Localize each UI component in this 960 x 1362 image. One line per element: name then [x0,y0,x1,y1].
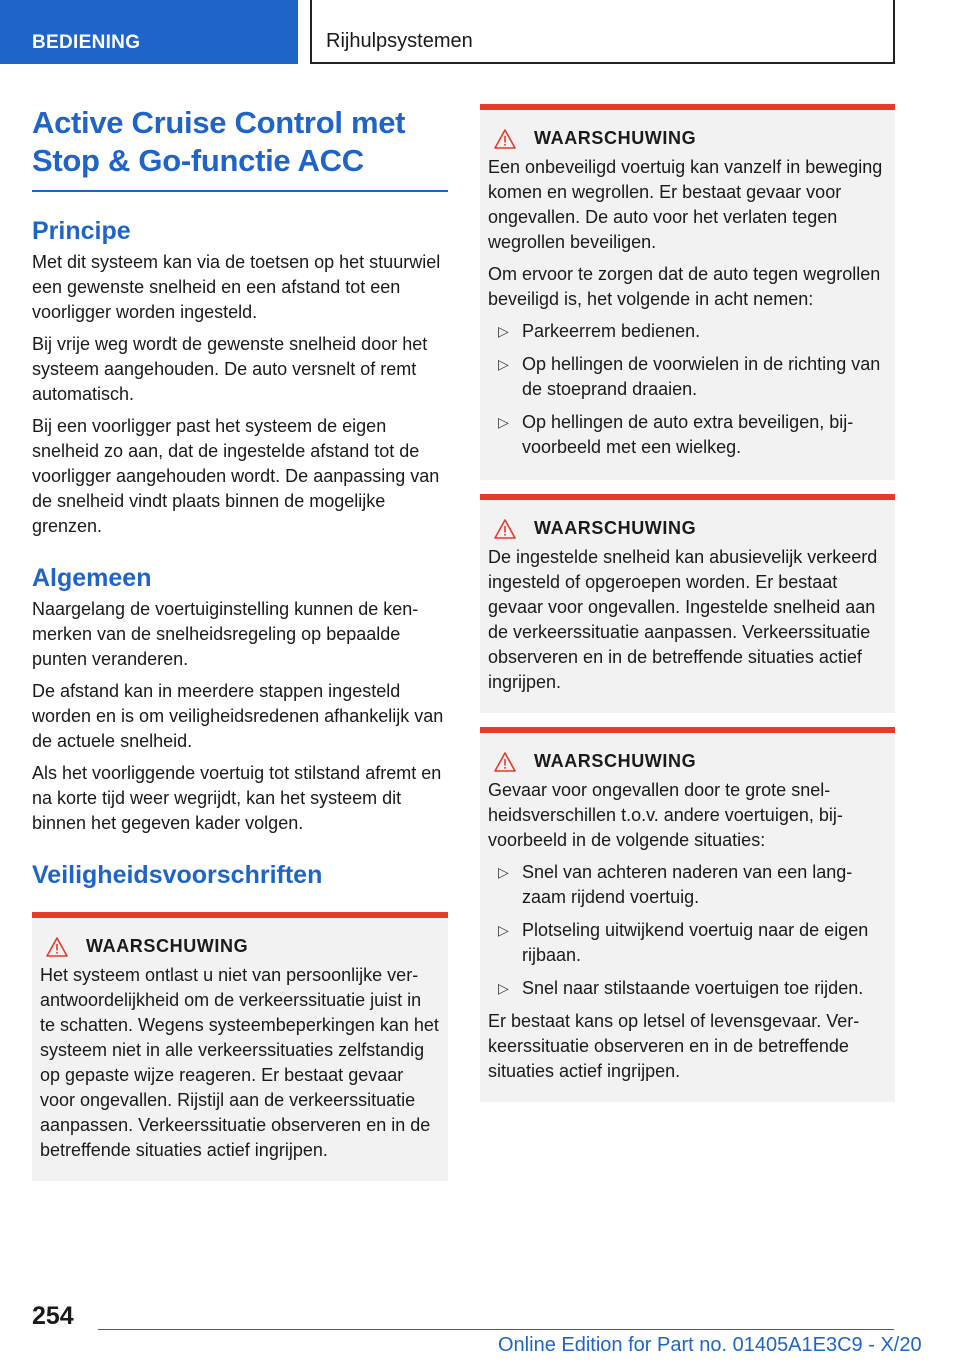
warning-text: Gevaar voor ongevallen door te grote snelheidsverschillen t.o.v. andere voertuigen, bijvoorbeeld in de volgende situaties: [488,780,843,850]
list-item-text: Plotseling uitwijkend voertuig naar de eigen rijbaan. [522,920,869,965]
bullet-triangle-icon: ▷ [498,980,509,996]
bullet-triangle-icon: ▷ [498,864,509,880]
list-item [488,319,887,344]
warning-text: Een onbeveiligd voertuig kan vanzelf in beweging komen en wegrollen. Er bestaat gevaar voor ongevallen. De auto voor het verlaten tegen wegrollen beveiligen. [488,157,883,252]
header-chapter-title: Rijhulpsystemen [310,0,895,64]
list-item-text: Snel van achteren naderen van een langzaam rijdend voertuig. [522,862,853,907]
bullet-triangle-icon: ▷ [498,356,509,372]
list-item [488,918,887,968]
principe-paragraph: Bij vrije weg wordt de gewenste snelheid door het systeem aangehouden. De auto versnelt of remt automatisch. [32,334,428,404]
warning-label: WAARSCHUWING [534,128,697,148]
algemeen-paragraph: Als het voorliggende voertuig tot stilstand afremt en na korte tijd weer wegrijdt, kan het systeem dit binnen het gegeven kader volgen. [32,763,442,833]
title-divider [32,190,448,192]
warning-box [480,727,895,1102]
warning-text: De ingestelde snelheid kan abusievelijk verkeerd ingesteld of opgeroepen worden. Er bestaat gevaar voor ongevallen. Ingestelde snelheid aan de verkeerssituatie aanpassen. Verkeerssituatie observeren en in de betreffende situaties actief ingrijpen. [488,547,878,692]
warning-bullet-list [488,860,887,1001]
warning-label: WAARSCHUWING [534,518,697,538]
bullet-triangle-icon: ▷ [498,323,509,339]
bullet-triangle-icon: ▷ [498,414,509,430]
header-section-tab[interactable]: BEDIENING [0,0,298,64]
warning-text: Om ervoor te zorgen dat de auto tegen wegrollen beveiligd is, het volgende in acht nemen: [488,264,881,309]
bullet-triangle-icon: ▷ [498,922,509,938]
warning-text: Er bestaat kans op letsel of levensgevaar. Verkeerssituatie observeren en in de betreffende situaties actief ingrijpen. [488,1011,860,1081]
principe-paragraph: Met dit systeem kan via de toetsen op het stuurwiel een gewenste snelheid en een afstand tot een voorligger worden ingesteld. [32,252,441,322]
list-item-text: Op hellingen de auto extra beveiligen, bijvoorbeeld met een wielkeg. [522,412,854,457]
warning-triangle-icon [46,937,68,957]
page-title: Active Cruise Control met Stop & Go-functie ACC [32,105,406,178]
list-item-text: Parkeerrem bedienen. [522,321,701,341]
warning-header [488,518,887,539]
right-column [480,104,895,1102]
algemeen-paragraph: De afstand kan in meerdere stappen ingesteld worden en is om veiligheidsredenen afhankelijk van de actuele snelheid. [32,681,444,751]
warning-label: WAARSCHUWING [86,936,249,956]
list-item-text: Snel naar stilstaande voertuigen toe rijden. [522,978,864,998]
section-heading-principe: Principe [32,217,131,245]
list-item-text: Op hellingen de voorwielen in de richting van de stoeprand draaien. [522,354,881,399]
warning-box [480,104,895,480]
warning-header [488,128,887,149]
list-item [488,976,887,1001]
warning-bullet-list [488,319,887,460]
list-item [488,860,887,910]
list-item [488,410,887,460]
page-number: 254 [32,1302,74,1330]
section-heading-veiligheid: Veiligheidsvoorschriften [32,861,323,889]
footer-divider [98,1329,894,1330]
warning-text: Het systeem ontlast u niet van persoonlijke verantwoordelijkheid om de verkeerssituatie juist in te schatten. Wegens systeembeperkingen kan het systeem niet in alle verkeerssituaties zelfstandig op gepaste wijze reageren. Er bestaat gevaar voor ongevallen. Rijstijl aan de verkeerssituatie aanpassen. Verkeerssituatie observeren en in de betreffende situaties actief ingrijpen. [40,965,439,1160]
section-heading-algemeen: Algemeen [32,564,152,592]
warning-header [488,751,887,772]
left-column [32,104,448,1181]
algemeen-paragraph: Naargelang de voertuiginstelling kunnen de kenmerken van de snelheidsregeling op bepaalde punten veranderen. [32,599,419,669]
warning-box [32,912,448,1181]
warning-box [480,494,895,713]
principe-paragraph: Bij een voorligger past het systeem de eigen snelheid zo aan, dat de ingestelde afstand tot de voorligger aangehouden wordt. De aanpassing van de snelheid vindt plaats binnen de mogelijke grenzen. [32,416,440,536]
warning-label: WAARSCHUWING [534,751,697,771]
warning-header [40,936,440,957]
warning-triangle-icon [494,519,516,539]
list-item [488,352,887,402]
footer-edition-link[interactable]: Online Edition for Part no. 01405A1E3C9 - X/20 [498,1334,922,1356]
warning-triangle-icon [494,129,516,149]
warning-triangle-icon [494,752,516,772]
